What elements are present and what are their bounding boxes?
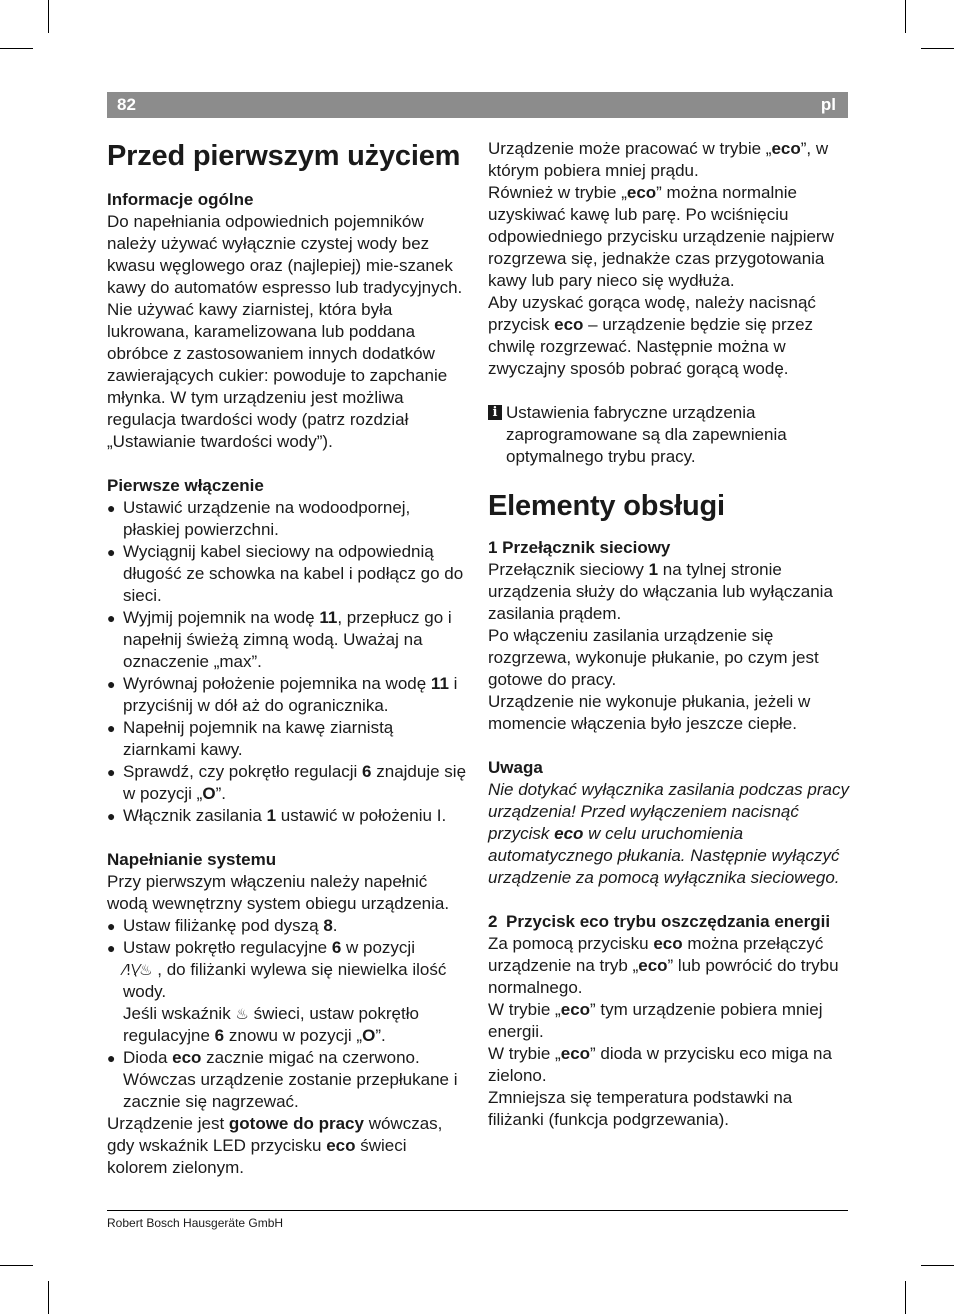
power-switch-text-3: Urządzenie nie wykonuje płukania, jeżeli w momencie włączenia było jeszcze ciepłe.: [488, 692, 811, 733]
page-number: 82: [117, 95, 136, 114]
eco-button-heading: 2 Przycisk eco trybu oszczędzania energii: [488, 912, 831, 931]
first-start-list: [107, 497, 469, 827]
info-note: i Ustawienia fabryczne urządzenia zaprogramowane są dla zapewnienia optymalnego trybu pracy.: [488, 402, 850, 468]
section-title-controls: Elementy obsługi: [488, 490, 725, 522]
crop-mark: [905, 1281, 906, 1314]
footer-divider: [107, 1210, 848, 1211]
list-item: ● Ustawić urządzenie na wodoodpornej, płaskiej powierzchni.: [107, 497, 469, 541]
steam-hot-water-symbol-icon: ⁄!\⁄♨: [123, 961, 153, 979]
section-title-first-use: Przed pierwszym użyciem: [107, 140, 461, 172]
eco-paragraph-3: Aby uzyskać gorąca wodę, należy nacisnąć przycisk eco – urządzenie będzie się przez chwilę rozgrzewać. Następnie można w zwyczajny sposób pobrać gorącą wodę.: [488, 293, 816, 378]
crop-mark: [0, 1265, 33, 1266]
eco-button-text-2: W trybie „eco” tym urządzenie pobiera mniej energii.: [488, 1000, 823, 1041]
filling-text: Przy pierwszym włączeniu należy napełnić wodą wewnętrzny system obiegu urządzenia.: [107, 872, 450, 913]
eco-paragraph-2: Również w trybie „eco” można normalnie uzyskiwać kawę lub parę. Po wciśnięciu odpowiedniego przycisku urządzenie najpierw rozgrzewa się, jednakże czas przygotowania kawy lub pary nieco się wydłuża.: [488, 183, 834, 290]
general-info-text: Do napełniania odpowiednich pojemników należy używać wyłącznie czystej wody bez kwasu węglowego oraz (najlepiej) mie-szanek kawy do automatów espresso lub tradycyjnych. Nie używać kawy ziarnistej, która była lukrowana, karamelizowana lub poddana obróbce z zastosowaniem innych dodatków zawierających cukier: powoduje to zapchanie młynka. W tym urządzeniu jest możliwa regulacja twardości wody (patrz rozdział „Ustawianie twardości wody”).: [107, 212, 463, 451]
list-item: ● Napełnij pojemnik na kawę ziarnistą ziarnkami kawy.: [107, 717, 469, 761]
footer-company: Robert Bosch Hausgeräte GmbH: [107, 1216, 284, 1230]
filling-list: [107, 915, 469, 1113]
list-item: ● Sprawdź, czy pokrętło regulacji 6 znajduje się w pozycji „O”.: [107, 761, 469, 805]
power-switch-text-1: Przełącznik sieciowy 1 na tylnej stronie urządzenia służy do włączania lub wyłączania zasilania prądem.: [488, 560, 833, 623]
list-item: ● Wyjmij pojemnik na wodę 11, przepłucz go i napełnij świeżą zimną wodą. Uważaj na oznaczenie „max”.: [107, 607, 469, 673]
language-code: pl: [820, 95, 836, 114]
eco-paragraph-1: Urządzenie może pracować w trybie „eco”, w którym pobiera mniej prądu.: [488, 139, 829, 180]
list-item: ● Wyciągnij kabel sieciowy na odpowiednią długość ze schowka na kabel i podłącz go do sieci.: [107, 541, 469, 607]
ready-text: Urządzenie jest gotowe do pracy wówczas, gdy wskaźnik LED przycisku eco świeci kolorem zielonym.: [107, 1114, 443, 1177]
warning-text: Nie dotykać wyłącznika zasilania podczas pracy urządzenia! Przed wyłączeniem nacisnąć przycisk eco w celu uruchomienia automatycznego płukania. Następnie wyłączyć urządzenie za pomocą wyłącznika sieciowego.: [488, 780, 849, 887]
general-info-heading: Informacje ogólne: [107, 190, 254, 209]
filling-heading: Napełnianie systemu: [107, 850, 277, 869]
power-switch-heading: 1 Przełącznik sieciowy: [488, 538, 671, 557]
crop-mark: [48, 0, 49, 33]
crop-mark: [921, 48, 954, 49]
page-header-bar: [107, 92, 848, 118]
eco-button-text-1: Za pomocą przycisku eco można przełączyć urządzenie na tryb „eco” lub powrócić do trybu normalnego.: [488, 934, 839, 997]
steam-indicator-icon: ♨: [235, 1005, 249, 1023]
info-icon: i: [488, 405, 502, 420]
list-item: ● Ustaw filiżankę pod dyszą 8.: [107, 915, 469, 937]
right-column: [488, 138, 850, 1131]
warning-heading: Uwaga: [488, 758, 543, 777]
crop-mark: [0, 48, 33, 49]
eco-button-text-4: Zmniejsza się temperatura podstawki na filiżanki (funkcja podgrzewania).: [488, 1088, 793, 1129]
crop-mark: [921, 1265, 954, 1266]
crop-mark: [48, 1281, 49, 1314]
list-item: ● Wyrównaj położenie pojemnika na wodę 11 i przyciśnij w dół aż do ogranicznika.: [107, 673, 469, 717]
list-item: ● Dioda eco zacznie migać na czerwono. Wówczas urządzenie zostanie przepłukane i zacznie się nagrzewać.: [107, 1047, 469, 1113]
list-item: ● Ustaw pokrętło regulacyjne 6 w pozycji ⁄!\⁄♨ , do filiżanki wylewa się niewielka ilość wody. Jeśli wskaźnik ♨ świeci, ustaw pokrętło regulacyjne 6 znowu w pozycji „O”.: [107, 937, 469, 1047]
first-start-heading: Pierwsze włączenie: [107, 476, 264, 495]
list-item: ● Włącznik zasilania 1 ustawić w położeniu I.: [107, 805, 469, 827]
crop-mark: [905, 0, 906, 33]
power-switch-text-2: Po włączeniu zasilania urządzenie się rozgrzewa, wykonuje płukanie, po czym jest gotowe do pracy.: [488, 626, 819, 689]
eco-button-text-3: W trybie „eco” dioda w przycisku eco miga na zielono.: [488, 1044, 832, 1085]
left-column: [107, 138, 469, 1179]
